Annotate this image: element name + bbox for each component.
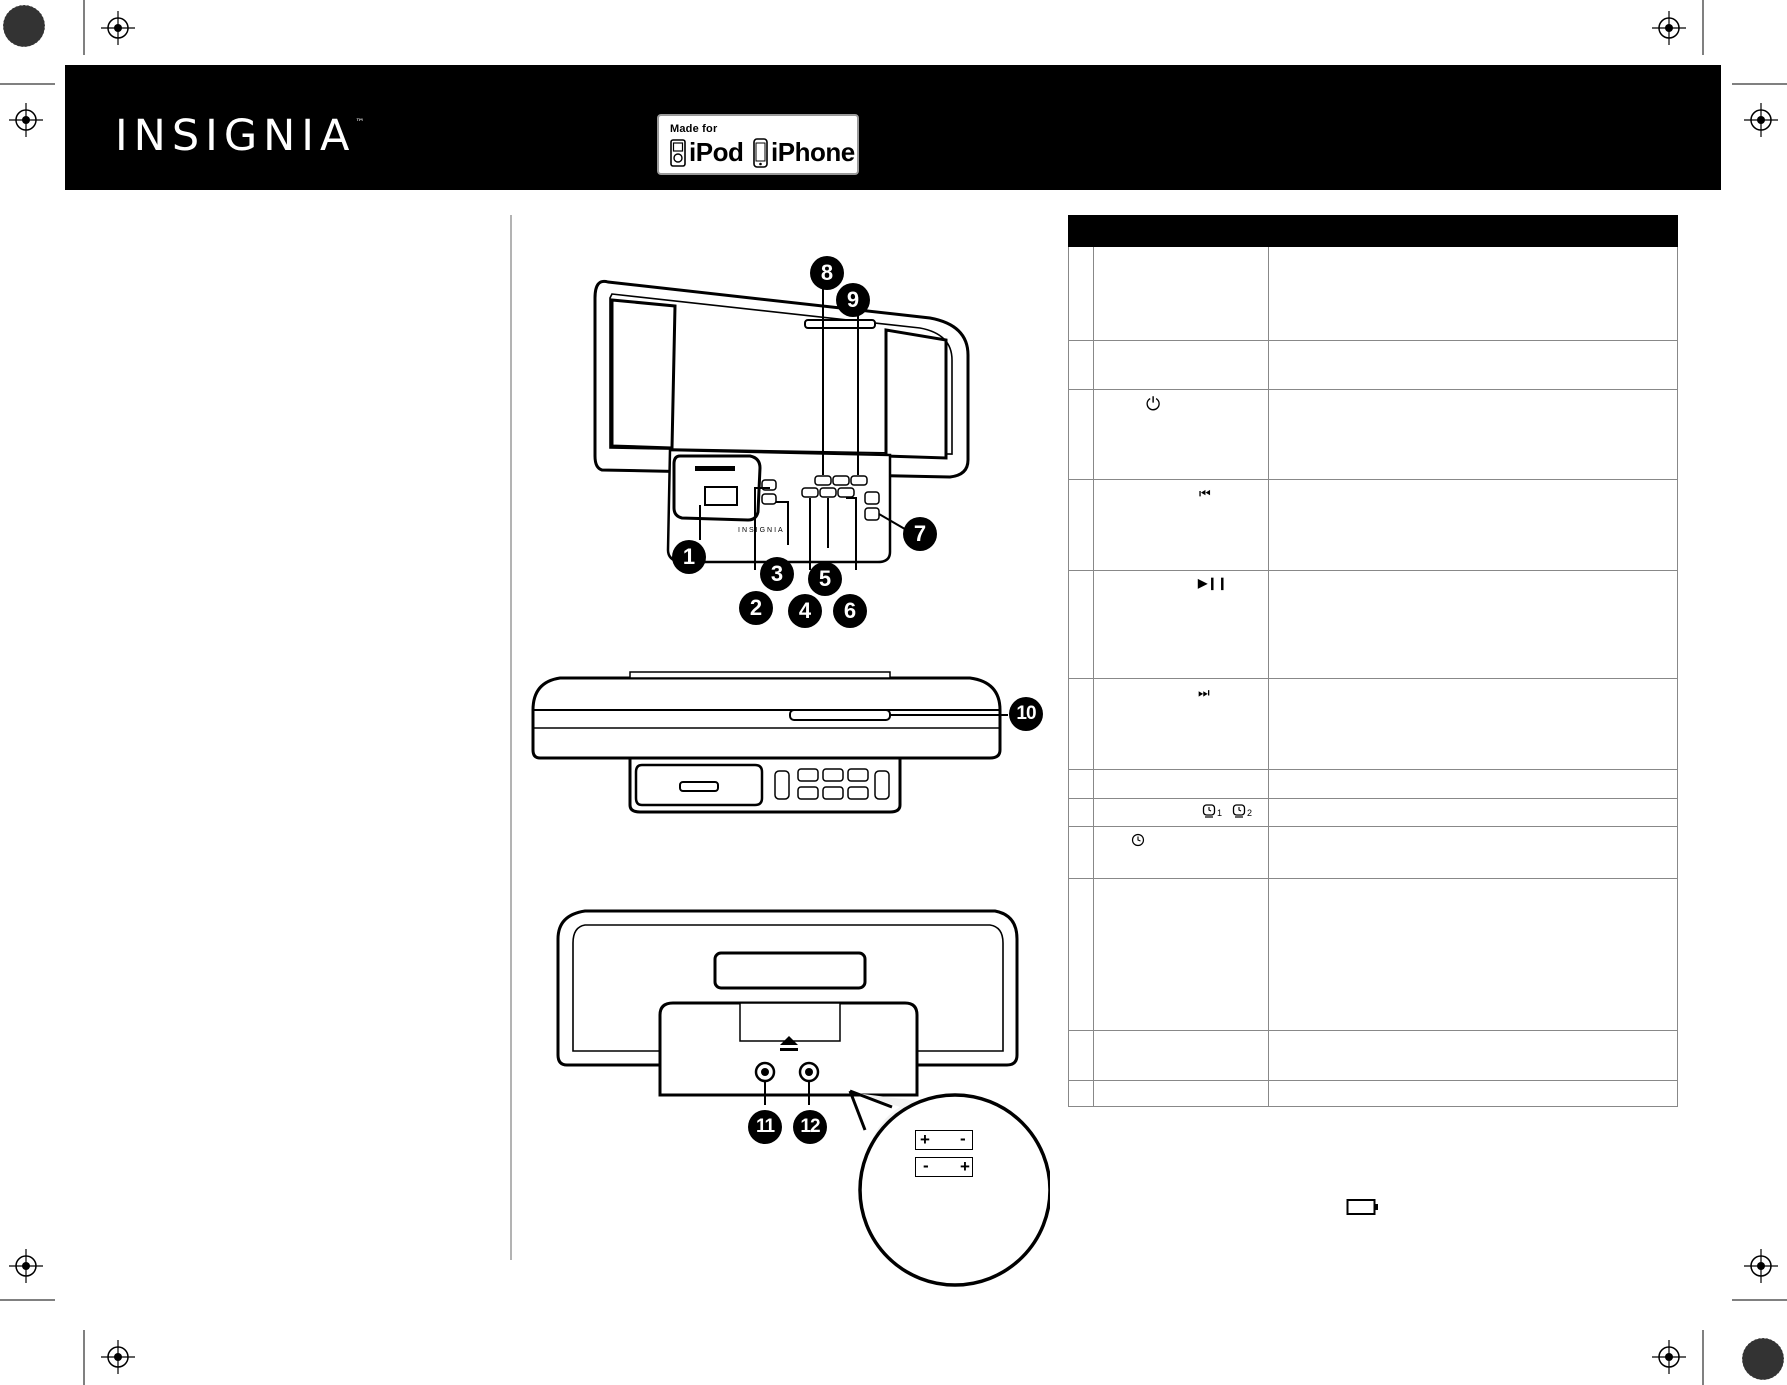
power-icon: ⏻ bbox=[1146, 394, 1161, 414]
ipod-icon bbox=[670, 139, 686, 167]
header-bar bbox=[65, 65, 1721, 190]
table-row bbox=[1069, 799, 1678, 827]
callout-1: 1 bbox=[672, 540, 706, 574]
badge-iphone-text: iPhone bbox=[771, 137, 855, 167]
callout-2: 2 bbox=[739, 591, 773, 625]
table-row bbox=[1069, 827, 1678, 879]
next-track-icon: ⏭ bbox=[1198, 685, 1210, 700]
table-row bbox=[1069, 879, 1678, 1031]
table-row bbox=[1069, 679, 1678, 770]
previous-track-icon: ⏮ bbox=[1199, 486, 1211, 501]
callout-7: 7 bbox=[903, 517, 937, 551]
svg-text:INSIGNIA: INSIGNIA bbox=[738, 527, 785, 534]
eject-icon bbox=[778, 1034, 800, 1054]
clock-icon bbox=[1131, 833, 1145, 847]
table-row bbox=[1069, 1081, 1678, 1107]
battery-bottom bbox=[915, 1157, 973, 1177]
iphone-icon bbox=[753, 138, 768, 168]
callout-8: 8 bbox=[810, 256, 844, 290]
table-header-row bbox=[1069, 216, 1678, 247]
battery-top-plus: + bbox=[920, 1130, 930, 1149]
callout-10: 10 bbox=[1009, 697, 1043, 731]
alarm-icon bbox=[1202, 802, 1216, 818]
table-row bbox=[1069, 770, 1678, 799]
alarm-icon bbox=[1232, 802, 1246, 818]
badge-made-for-text: Made for bbox=[670, 123, 718, 135]
alarm2-subscript: 2 bbox=[1247, 808, 1253, 818]
battery-icon bbox=[1346, 1198, 1380, 1216]
battery-compartment-magnifier bbox=[840, 1085, 1050, 1290]
table-row bbox=[1069, 1031, 1678, 1081]
play-pause-icon: ▶❙❙ bbox=[1198, 576, 1228, 590]
callout-12: 12 bbox=[793, 1110, 827, 1144]
insignia-logo: INSIGNIA™ bbox=[115, 111, 365, 161]
table-row bbox=[1069, 341, 1678, 390]
callout-11: 11 bbox=[748, 1110, 782, 1144]
alarm1-subscript: 1 bbox=[1217, 808, 1223, 818]
column-divider bbox=[510, 215, 512, 1260]
table-row bbox=[1069, 390, 1678, 480]
battery-bottom-plus: + bbox=[960, 1157, 970, 1176]
battery-top-minus: - bbox=[960, 1129, 966, 1148]
made-for-ipod-iphone-badge bbox=[657, 114, 859, 175]
table-row bbox=[1069, 247, 1678, 341]
battery-bottom-minus: - bbox=[923, 1156, 929, 1175]
battery-top bbox=[915, 1130, 973, 1150]
top-view-diagram bbox=[530, 670, 1010, 820]
callout-5: 5 bbox=[808, 562, 842, 596]
callout-9: 9 bbox=[836, 283, 870, 317]
callout-4: 4 bbox=[788, 594, 822, 628]
badge-ipod-text: iPod bbox=[689, 137, 744, 167]
callout-6: 6 bbox=[833, 594, 867, 628]
table-row bbox=[1069, 571, 1678, 679]
callout-3: 3 bbox=[760, 557, 794, 591]
back-view-diagram bbox=[555, 905, 1025, 1105]
table-row bbox=[1069, 480, 1678, 571]
parts-table bbox=[1068, 215, 1678, 1107]
